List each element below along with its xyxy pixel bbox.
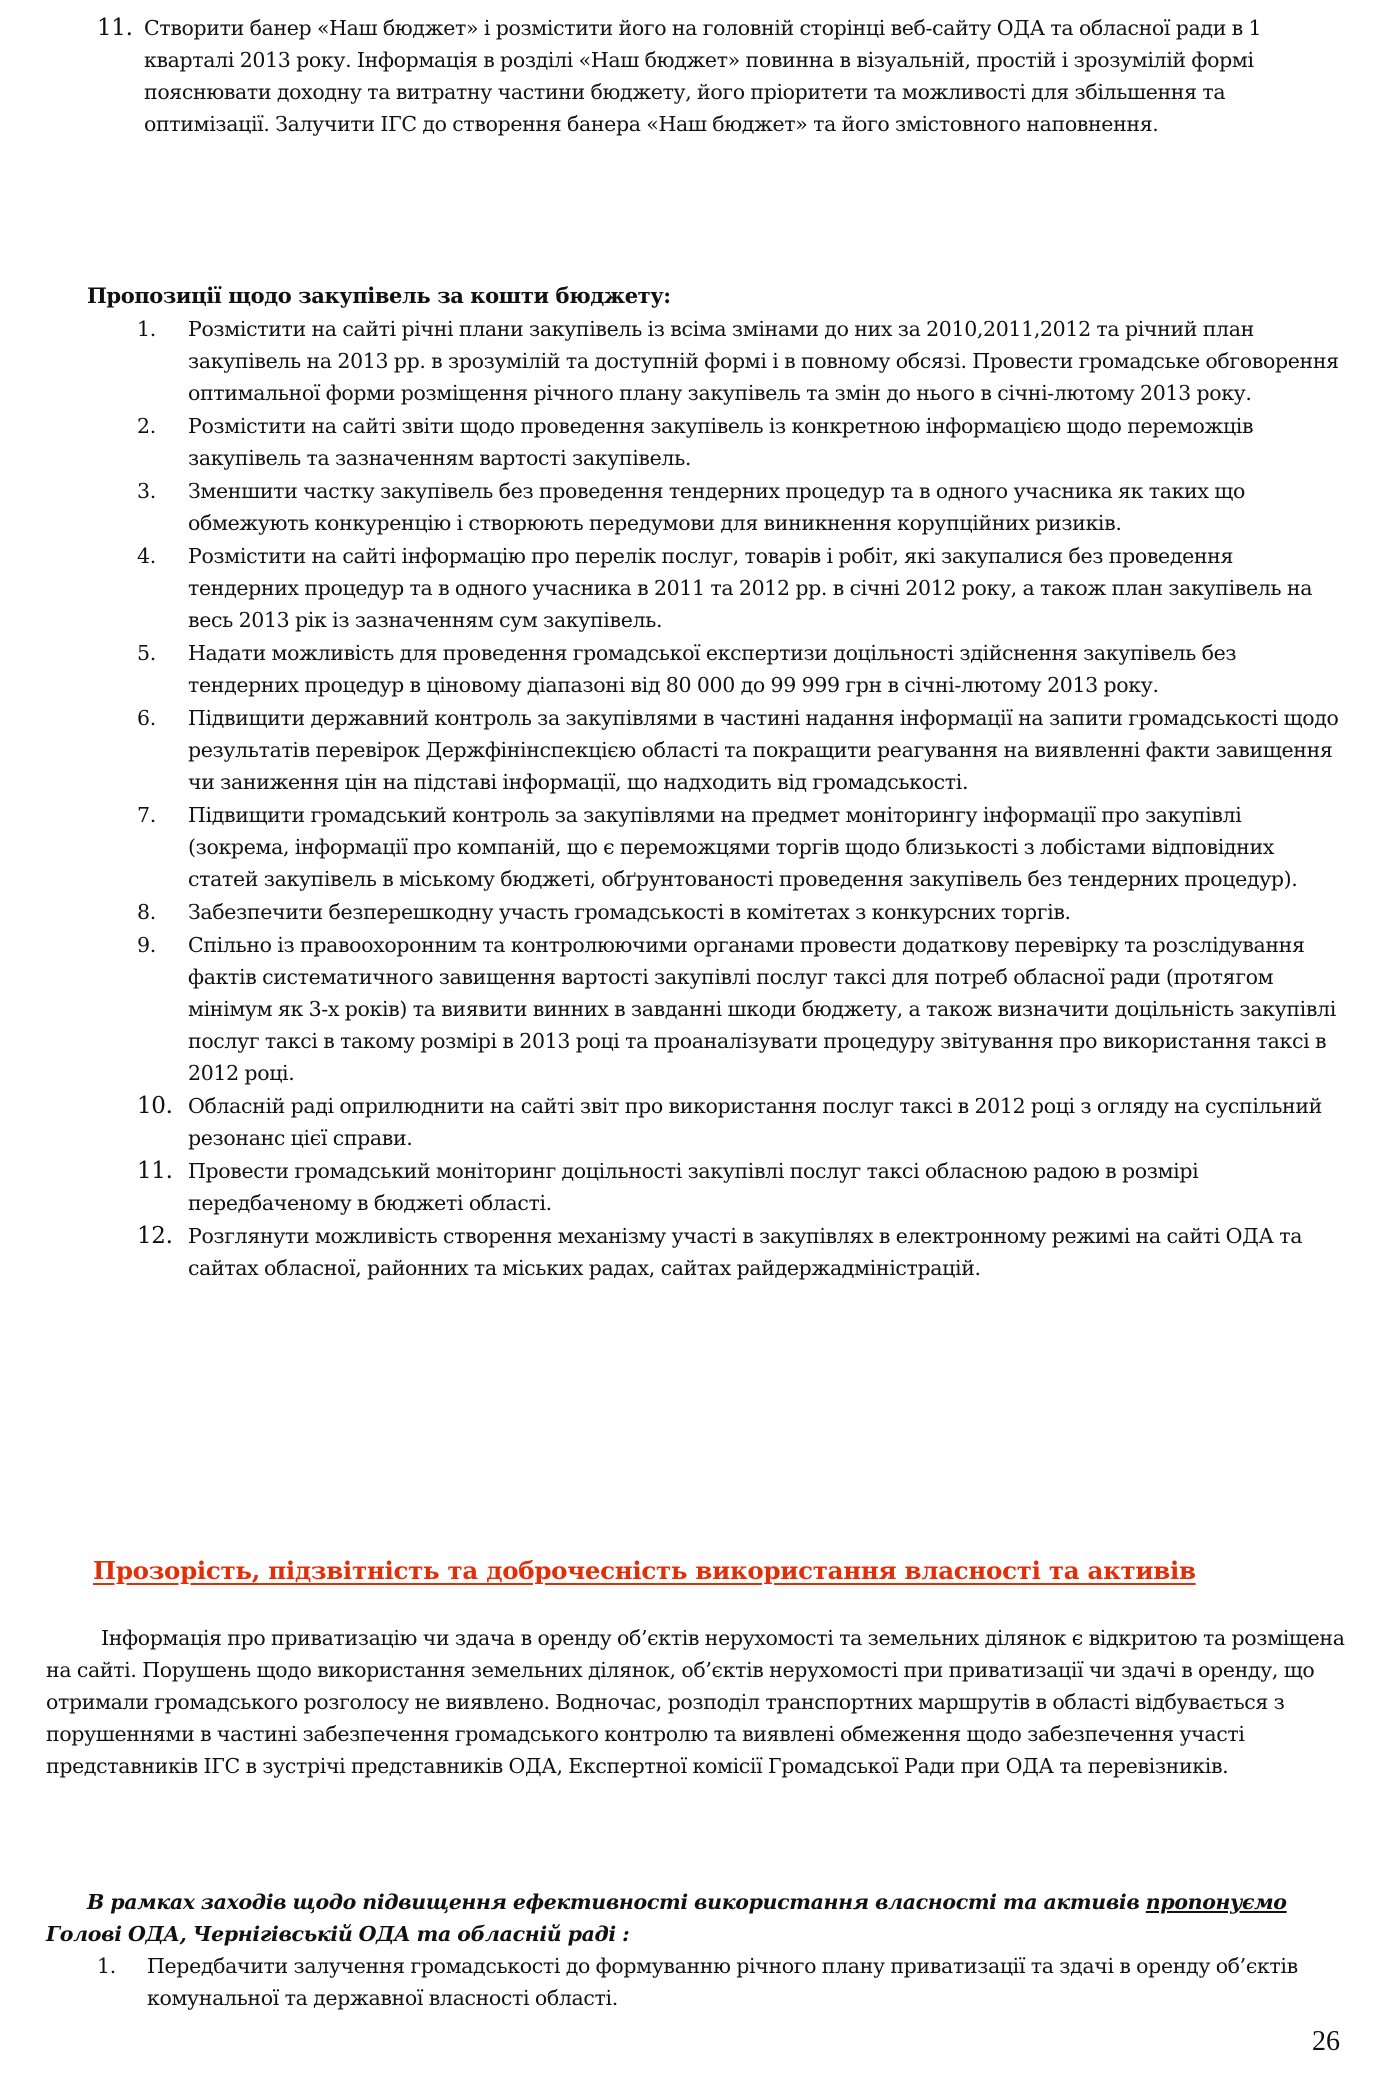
- list-item: [137, 475, 1347, 539]
- asset-proposals-list: [97, 1950, 1347, 2015]
- list-item: [137, 702, 1347, 798]
- list-item-text: Підвищити державний контроль за закупівлями в частині надання інформації на запити громадськості щодо результатів перевірок Держфінінспекцією області та покращити реагування на виявленні факти завищення чи заниження цін на підставі інформації, що надходить від громадськості.: [188, 706, 1339, 794]
- list-item-number: 8.: [137, 900, 156, 924]
- list-item: [137, 799, 1347, 895]
- list-item-number: 3.: [137, 479, 156, 503]
- intro-underlined-text: пропонуємо: [1145, 1890, 1287, 1914]
- list-item-number: 10.: [137, 1093, 173, 1119]
- list-item-number: 11.: [97, 15, 133, 41]
- list-item-number: 6.: [137, 706, 156, 730]
- list-item-text: Розглянути можливість створення механізму участі в закупівлях в електронному режимі на сайті ОДА та сайтах обласної, районних та міських радах, сайтах райдержадміністрацій.: [188, 1224, 1303, 1280]
- intro-lead-text: В рамках заходів щодо підвищення ефективності використання власності та активів: [87, 1890, 1146, 1914]
- list-item: [137, 1155, 1347, 1219]
- list-item-number: 4.: [137, 544, 156, 568]
- list-item-number: 11.: [137, 1158, 173, 1184]
- list-item-text: Передбачити залучення громадськості до формуванню річного плану приватизації та здачі в оренду об’єктів комунальної та державної власності області.: [147, 1954, 1298, 2010]
- list-item-number: 12.: [137, 1223, 173, 1249]
- section-heading-transparency: Прозорість, підзвітність та доброчесність використання власності та активів: [93, 1556, 1196, 1585]
- list-item-text: Забезпечити безперешкодну участь громадськості в комітетах з конкурсних торгів.: [188, 900, 1071, 924]
- list-item-text: Створити банер «Наш бюджет» і розмістити його на головній сторінці веб-сайту ОДА та обласної ради в 1 кварталі 2013 року. Інформація в розділі «Наш бюджет» повинна в візуальній, простій і зрозумілій формі пояснювати доходну та витратну частини бюджету, його пріоритети та можливості для збільшення та оптимізації. Залучити ІГС до створення банера «Наш бюджет» та його змістовного наповнення.: [144, 16, 1262, 136]
- list-item-text: Обласній раді оприлюднити на сайті звіт про використання послуг таксі в 2012 році з огляду на суспільний резонанс цієї справи.: [188, 1094, 1322, 1150]
- list-item-number: 1.: [137, 317, 156, 341]
- list-item-number: 5.: [137, 641, 156, 665]
- list-item-number: 7.: [137, 803, 156, 827]
- list-item-text: Розмістити на сайті звіти щодо проведення закупівель із конкретною інформацією щодо переможців закупівель та зазначенням вартості закупівель.: [188, 414, 1254, 470]
- list-item: [137, 637, 1347, 701]
- list-item-text: Розмістити на сайті інформацію про перелік послуг, товарів і робіт, які закупалися без проведення тендерних процедур та в одного учасника в 2011 та 2012 рр. в січні 2012 року, а також план закупівель на весь 2013 рік із зазначенням сум закупівель.: [188, 544, 1313, 632]
- page-number: 26: [1312, 2026, 1340, 2057]
- list-item: [97, 1950, 1347, 2014]
- list-item: [137, 1220, 1347, 1284]
- budget-proposals-list-continued: [97, 12, 1347, 141]
- procurement-proposals-heading: Пропозиції щодо закупівель за кошти бюджету:: [87, 283, 671, 308]
- list-item-text: Провести громадський моніторинг доцільності закупівлі послуг таксі обласною радою в розмірі передбаченому в бюджеті області.: [188, 1159, 1199, 1215]
- list-item: [97, 12, 1347, 140]
- list-item-text: Підвищити громадський контроль за закупівлями на предмет моніторингу інформації про закупівлі (зокрема, інформації про компаній, що є переможцями торгів щодо близькості з лобістами відповідних статей закупівель в міському бюджеті, обґрунтованості проведення закупівель без тендерних процедур).: [188, 803, 1298, 891]
- list-item: [137, 540, 1347, 636]
- list-item: [137, 410, 1347, 474]
- intro-tail-text: Голові ОДА, Чернігівській ОДА та обласній раді :: [46, 1922, 630, 1946]
- list-item-text: Зменшити частку закупівель без проведення тендерних процедур та в одного учасника як таких що обмежують конкуренцію і створюють передумови для виникнення корупційних ризиків.: [188, 479, 1245, 535]
- list-item: [137, 896, 1347, 928]
- procurement-proposals-list: [137, 313, 1347, 1285]
- list-item-text: Надати можливість для проведення громадської експертизи доцільності здійснення закупівель без тендерних процедур в ціновому діапазоні від 80 000 до 99 999 грн в січні-лютому 2013 року.: [188, 641, 1237, 697]
- list-item-number: 9.: [137, 933, 156, 957]
- list-item: [137, 1090, 1347, 1154]
- list-item: [137, 929, 1347, 1089]
- list-item-number: 2.: [137, 414, 156, 438]
- asset-proposals-intro: [46, 1886, 1346, 1950]
- list-item: [137, 313, 1347, 409]
- list-item-text: Спільно із правоохоронним та контролюючими органами провести додаткову перевірку та розслідування фактів систематичного завищення вартості закупівлі послуг таксі для потреб обласної ради (протягом мінімум як 3-х років) та виявити винних в завданні шкоди бюджету, а також визначити доцільність закупівлі послуг таксі в такому розмірі в 2013 році та проаналізувати процедуру звітування про використання таксі в 2012 році.: [188, 933, 1336, 1085]
- privatization-info-paragraph: Інформація про приватизацію чи здача в оренду об’єктів нерухомості та земельних ділянок є відкритою та розміщена на сайті. Порушень щодо використання земельних ділянок, об’єктів нерухомості при приватизації чи здачі в оренду, що отримали громадського розголосу не виявлено. Водночас, розподіл транспортних маршрутів в області відбувається з порушеннями в частині забезпечення громадського контролю та виявлені обмеження щодо забезпечення участі представників ІГС в зустрічі представників ОДА, Експертної комісії Громадської Ради при ОДА та перевізників.: [46, 1626, 1345, 1778]
- list-item-number: 1.: [97, 1954, 116, 1978]
- list-item-text: Розмістити на сайті річні плани закупівель із всіма змінами до них за 2010,2011,2012 та річний план закупівель на 2013 рр. в зрозумілій та доступній формі і в повному обсязі. Провести громадське обговорення оптимальної форми розміщення річного плану закупівель та змін до нього в січні-лютому 2013 року.: [188, 317, 1339, 405]
